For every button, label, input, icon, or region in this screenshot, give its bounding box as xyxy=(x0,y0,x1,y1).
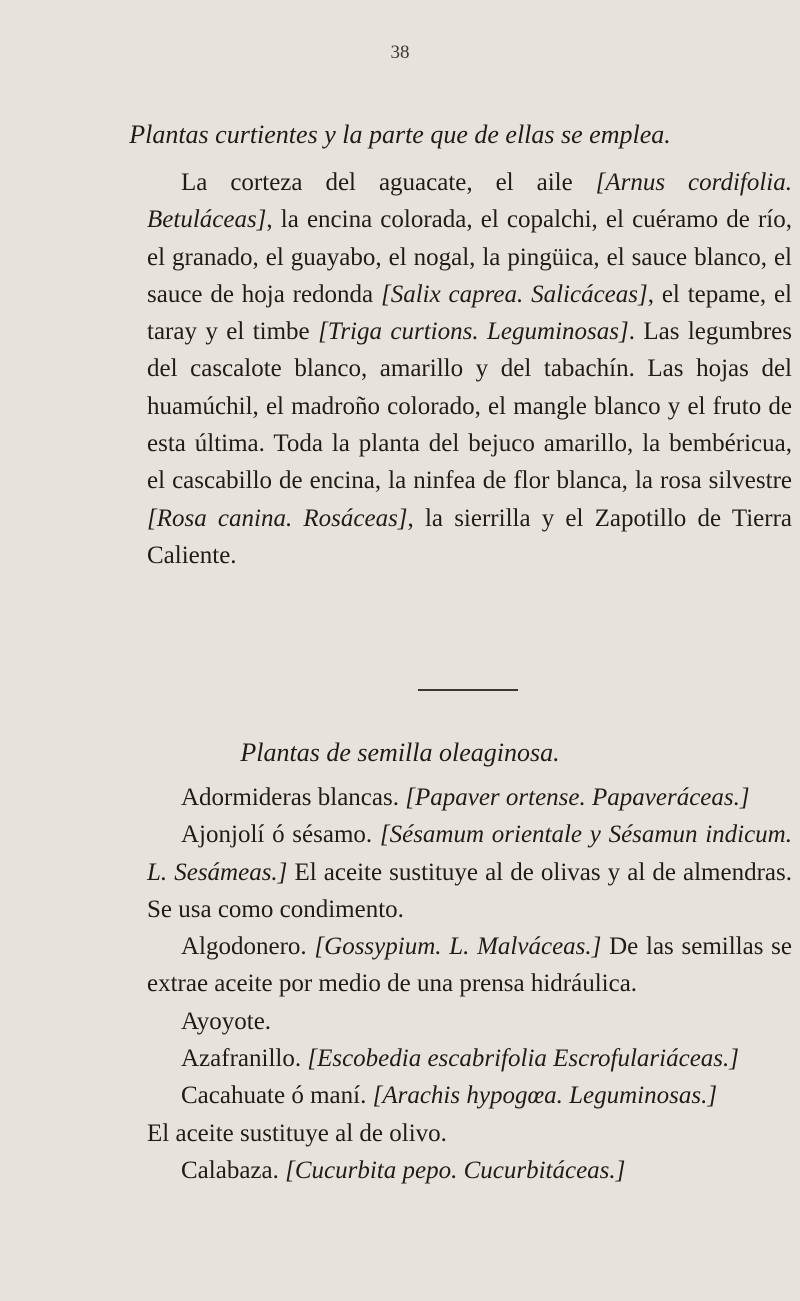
page-number: 38 xyxy=(390,42,410,63)
botanical-name: [Papaver ortense. Papaveráceas.] xyxy=(405,784,750,811)
seed-plant-entry xyxy=(147,928,792,1003)
text-run: La corteza del aguacate, el aile xyxy=(181,169,596,196)
text-run: Adormideras blancas. xyxy=(181,784,406,811)
seed-plant-entry xyxy=(147,1077,792,1114)
botanical-name: [Rosa canina. Rosáceas] xyxy=(147,504,408,532)
seed-plant-entry xyxy=(147,1152,792,1189)
section-title-oil-seed-plants: Plantas de semilla oleaginosa. xyxy=(240,738,560,767)
botanical-name: [Cucurbita pepo. Cucurbitáceas.] xyxy=(285,1156,626,1184)
text-run: Cacahuate ó maní. xyxy=(181,1082,373,1110)
text-run: El aceite sustituye al de olivo. xyxy=(147,1119,447,1147)
botanical-name: [Arnus cordifolia. Betuláceas] xyxy=(147,169,792,234)
text-run: Ajonjolí ó sésamo. xyxy=(181,821,380,849)
botanical-name: [Escobedia escabrifolia Escrofulariáceas.] xyxy=(307,1045,740,1073)
botanical-name: [Salix caprea. Salicáceas] xyxy=(380,280,648,308)
botanical-name: [Triga curtions. Leguminosas] xyxy=(318,318,629,346)
text-run: , el tepame, el taray y el timbe xyxy=(147,280,792,346)
text-run: , la encina colorada, el copalchi, el cuéramo de río, el granado, el guayabo, el nogal, la pingüica, el sauce blanco, el sauce de hoja redonda xyxy=(147,206,792,308)
botanical-name: [Sésamum orientale y Sésamun indicum. L. Sesámeas.] xyxy=(147,821,792,886)
section-body-tanning-plants xyxy=(147,164,792,574)
text-run: . Las legumbres del cascalote blanco, amarillo y del tabachín. Las hojas del huamúchil, el madroño colorado, el mangle blanco y el fruto de esta última. Toda la planta del bejuco amarillo, la bembéricua, el cascabillo de encina, la ninfea de flor blanca, la rosa silvestre xyxy=(147,318,792,495)
seed-plant-entry xyxy=(147,1040,792,1077)
paragraph-tanning-plants xyxy=(147,164,792,574)
text-run: El aceite sustituye al de olivas y al de almendras. Se usa como condimento. xyxy=(147,858,792,923)
botanical-name: [Gossypium. L. Malváceas.] xyxy=(314,933,602,961)
text-run: De las semillas se extrae aceite por medio de una prensa hidráulica. xyxy=(147,933,792,998)
section-title-tanning-plants: Plantas curtientes y la parte que de ellas se emplea. xyxy=(129,120,671,149)
text-run: Azafranillo. xyxy=(181,1045,308,1073)
seed-plant-entry xyxy=(147,1115,792,1152)
text-run: , la sierrilla y el Zapotillo de Tierra Caliente. xyxy=(147,504,792,569)
text-run: Calabaza. xyxy=(181,1156,286,1184)
seed-plant-entry xyxy=(147,1003,792,1040)
text-run: Algodonero. xyxy=(181,933,315,961)
section-divider xyxy=(418,689,518,691)
text-run: Ayoyote. xyxy=(181,1007,272,1035)
seed-plant-entry xyxy=(147,816,792,928)
seed-plant-entry xyxy=(147,779,792,816)
botanical-name: [Arachis hypogœa. Leguminosas.] xyxy=(372,1082,718,1110)
section-body-oil-seed-plants xyxy=(147,779,792,1189)
